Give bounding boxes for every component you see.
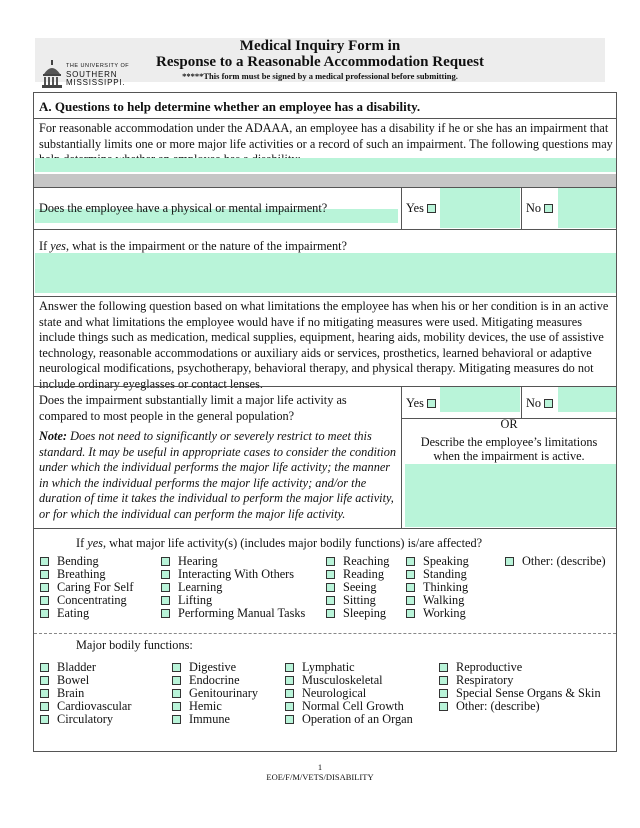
q3-no-checkbox[interactable]	[544, 399, 553, 408]
dome-icon	[40, 60, 64, 90]
intro-answer-field[interactable]	[35, 158, 616, 172]
checkbox-lymphatic[interactable]	[285, 663, 294, 672]
checkbox-endocrine[interactable]	[172, 676, 181, 685]
major-life-col-1	[40, 555, 134, 620]
limitations-description-field[interactable]	[405, 464, 616, 527]
q2-answer-field[interactable]	[35, 253, 616, 293]
checkbox-respiratory[interactable]	[439, 676, 448, 685]
q3-no-label: No	[526, 396, 542, 410]
checkbox-special-sense-organs-skin[interactable]	[439, 689, 448, 698]
checkbox-label: Special Sense Organs & Skin	[456, 686, 601, 700]
q3-yes-option[interactable]	[406, 396, 436, 412]
checkbox-label: Bending	[57, 554, 99, 568]
section-a-heading: A. Questions to help determine whether an employee has a disability.	[39, 99, 421, 114]
q1-yes-field[interactable]	[440, 188, 520, 228]
checkbox-label: Normal Cell Growth	[302, 699, 404, 713]
checkbox-eating[interactable]	[40, 609, 49, 618]
q1-yes-label: Yes	[406, 201, 424, 215]
q2-rest: , what is the impairment or the nature of the impairment?	[65, 239, 348, 253]
signature-notice: *****This form must be signed by a medical professional before submitting.	[182, 71, 458, 81]
checkbox-label: Hearing	[178, 554, 218, 568]
checkbox-cardiovascular[interactable]	[40, 702, 49, 711]
checkbox-label: Sitting	[343, 593, 376, 607]
q1-no-label: No	[526, 201, 542, 215]
q1-no-option[interactable]	[526, 201, 553, 217]
checkbox-label: Lifting	[178, 593, 213, 607]
describe-label: Describe the employee’s limitations when the impairment is active.	[420, 435, 598, 463]
checkbox-walking[interactable]	[406, 596, 415, 605]
checkbox-label: Thinking	[423, 580, 469, 594]
major-life-prefix: If	[76, 536, 88, 550]
checkbox-caring-for-self[interactable]	[40, 583, 49, 592]
checkbox-label: Learning	[178, 580, 223, 594]
checkbox-label: Interacting With Others	[178, 567, 295, 581]
checkbox-label: Bowel	[57, 673, 90, 687]
checkbox-label: Sleeping	[343, 606, 387, 620]
checkbox-breathing[interactable]	[40, 570, 49, 579]
checkbox-item-operation-of-an-organ[interactable]	[285, 713, 413, 726]
checkbox-label: Lymphatic	[302, 660, 355, 674]
or-label: OR	[500, 417, 518, 431]
checkbox-label: Breathing	[57, 567, 106, 581]
note-text	[39, 429, 399, 522]
checkbox-bowel[interactable]	[40, 676, 49, 685]
checkbox-label: Digestive	[189, 660, 237, 674]
checkbox-interacting-with-others[interactable]	[161, 570, 170, 579]
checkbox-label: Other: (describe)	[456, 699, 540, 713]
checkbox-item-immune[interactable]	[172, 713, 258, 726]
checkbox-reading[interactable]	[326, 570, 335, 579]
checkbox-label: Hemic	[189, 699, 222, 713]
checkbox-other-describe[interactable]	[439, 702, 448, 711]
note-label: Note:	[39, 429, 67, 443]
checkbox-label: Standing	[423, 567, 467, 581]
bodily-col-1	[40, 661, 131, 726]
checkbox-working[interactable]	[406, 609, 415, 618]
major-life-col-3	[326, 555, 389, 620]
checkbox-item-sleeping[interactable]	[326, 607, 389, 620]
checkbox-performing-manual-tasks[interactable]	[161, 609, 170, 618]
q1-yes-option[interactable]	[406, 201, 436, 217]
q1-no-checkbox[interactable]	[544, 204, 553, 213]
checkbox-label: Concentrating	[57, 593, 127, 607]
checkbox-label: Genitourinary	[189, 686, 258, 700]
checkbox-label: Circulatory	[57, 712, 114, 726]
checkbox-label: Performing Manual Tasks	[178, 606, 306, 620]
university-logo	[40, 60, 150, 94]
checkbox-seeing[interactable]	[326, 583, 335, 592]
checkbox-concentrating[interactable]	[40, 596, 49, 605]
checkbox-label: Endocrine	[189, 673, 240, 687]
q3-no-field[interactable]	[558, 387, 616, 412]
checkbox-circulatory[interactable]	[40, 715, 49, 724]
checkbox-item-performing-manual-tasks[interactable]	[161, 607, 305, 620]
checkbox-label: Operation of an Organ	[302, 712, 413, 726]
major-life-prompt	[76, 536, 482, 552]
checkbox-operation-of-an-organ[interactable]	[285, 715, 294, 724]
checkbox-brain[interactable]	[40, 689, 49, 698]
q2-prefix: If	[39, 239, 51, 253]
q3-no-option[interactable]	[526, 396, 553, 412]
note-body: Does not need to significantly or severely restrict to meet this standard. It may be useful in appropriate cases to consider the condition under which the individual performs the major life activity; the manner in which the individual performs the major life activity; and/or the duration of time it takes the individual to perform the major life activity, or for which the individual can perform the major life activity.	[39, 429, 397, 521]
gray-separator	[34, 174, 616, 187]
checkbox-bladder[interactable]	[40, 663, 49, 672]
form-title-line2: Response to a Reasonable Accommodation Request	[156, 54, 484, 70]
major-life-col-5	[505, 555, 606, 568]
major-life-col-4	[406, 555, 469, 620]
checkbox-hemic[interactable]	[172, 702, 181, 711]
eeo-statement: EOE/F/M/VETS/DISABILITY	[266, 772, 374, 782]
checkbox-digestive[interactable]	[172, 663, 181, 672]
major-life-rest: , what major life activity(s) (includes major bodily functions) is/are affected?	[102, 536, 483, 550]
checkbox-label: Immune	[189, 712, 230, 726]
checkbox-label: Eating	[57, 606, 90, 620]
checkbox-immune[interactable]	[172, 715, 181, 724]
q3-yes-checkbox[interactable]	[427, 399, 436, 408]
checkbox-label: Reaching	[343, 554, 390, 568]
checkbox-item-working[interactable]	[406, 607, 469, 620]
checkbox-musculoskeletal[interactable]	[285, 676, 294, 685]
q1-no-field[interactable]	[558, 188, 616, 228]
checkbox-label: Cardiovascular	[57, 699, 132, 713]
q3-yes-field[interactable]	[440, 387, 520, 412]
checkbox-label: Caring For Self	[57, 580, 134, 594]
checkbox-speaking[interactable]	[406, 557, 415, 566]
q1-text: Does the employee have a physical or mental impairment?	[39, 201, 328, 215]
checkbox-genitourinary[interactable]	[172, 689, 181, 698]
q2-emphasis: yes	[50, 239, 66, 253]
checkbox-normal-cell-growth[interactable]	[285, 702, 294, 711]
checkbox-label: Bladder	[57, 660, 96, 674]
logo-line2: SOUTHERN	[66, 69, 118, 79]
checkbox-label: Brain	[57, 686, 85, 700]
checkbox-reaching[interactable]	[326, 557, 335, 566]
checkbox-lifting[interactable]	[161, 596, 170, 605]
q1-yes-checkbox[interactable]	[427, 204, 436, 213]
checkbox-sleeping[interactable]	[326, 609, 335, 618]
mitigating-text: Answer the following question based on what limitations the employee has when his or her condition is in an active state and what limitations the employee would have if no mitigating measures were used. Mitigating measures include things such as medication, medical supplies, equipment, hearing aids, mobility devices, the use of assistive technology, reasonable accommodations or auxiliary aids or services, prosthetics, learned behavioral or adaptive neurological modifications, psychotherapy, behavioral therapy, and physical therapy. Mitigating measures do not include ordinary eyeglasses or contact lenses.	[39, 299, 609, 391]
q3-text: Does the impairment substantially limit a major life activity as compared to most people in the general population?	[39, 393, 347, 423]
checkbox-label: Respiratory	[456, 673, 514, 687]
checkbox-label: Working	[423, 606, 466, 620]
checkbox-label: Seeing	[343, 580, 377, 594]
bodily-col-4	[439, 661, 601, 713]
checkbox-label: Reproductive	[456, 660, 523, 674]
intro-text: For reasonable accommodation under the ADAAA, an employee has a disability if he or she has an impairment that substantially limits one or more major life activities or a record of such an impairment. The following questions may	[39, 121, 613, 151]
major-life-col-2	[161, 555, 305, 620]
checkbox-label: Neurological	[302, 686, 367, 700]
section-a-box	[33, 92, 617, 752]
checkbox-learning[interactable]	[161, 583, 170, 592]
checkbox-hearing[interactable]	[161, 557, 170, 566]
page-number: 1	[317, 762, 323, 772]
checkbox-other-describe[interactable]	[505, 557, 514, 566]
checkbox-item-other-describe[interactable]	[439, 700, 601, 713]
major-life-emphasis: yes	[87, 536, 103, 550]
checkbox-standing[interactable]	[406, 570, 415, 579]
bodily-col-2	[172, 661, 258, 726]
checkbox-item-circulatory[interactable]	[40, 713, 131, 726]
bodily-heading: Major bodily functions:	[76, 638, 193, 652]
checkbox-label: Other: (describe)	[522, 554, 606, 568]
checkbox-item-eating[interactable]	[40, 607, 134, 620]
logo-line1: THE UNIVERSITY OF	[66, 63, 130, 69]
logo-line3: MISSISSIPPI.	[66, 78, 126, 87]
q3-yes-label: Yes	[406, 396, 424, 410]
checkbox-label: Walking	[423, 593, 465, 607]
checkbox-label: Speaking	[423, 554, 469, 568]
checkbox-neurological[interactable]	[285, 689, 294, 698]
bodily-col-3	[285, 661, 413, 726]
checkbox-item-other-describe[interactable]	[505, 555, 606, 568]
checkbox-sitting[interactable]	[326, 596, 335, 605]
checkbox-bending[interactable]	[40, 557, 49, 566]
checkbox-thinking[interactable]	[406, 583, 415, 592]
checkbox-reproductive[interactable]	[439, 663, 448, 672]
checkbox-item-bowel[interactable]	[40, 674, 131, 687]
form-title-line1: Medical Inquiry Form in	[239, 38, 401, 54]
checkbox-label: Reading	[343, 567, 384, 581]
checkbox-label: Musculoskeletal	[302, 673, 383, 687]
